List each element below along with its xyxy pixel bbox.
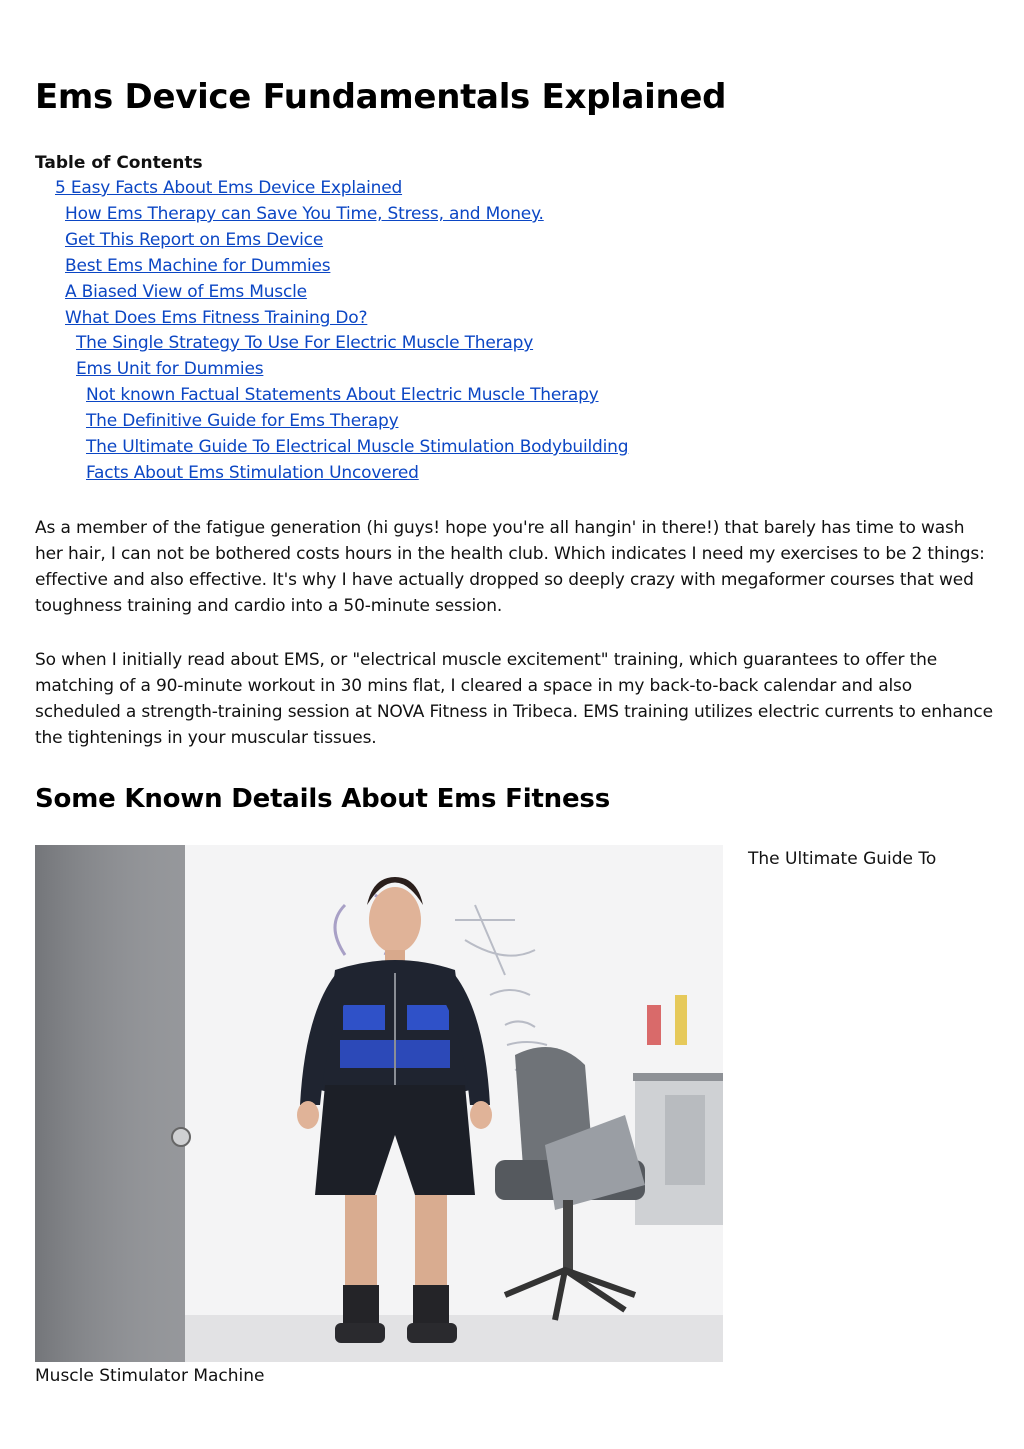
toc-link[interactable]: Facts About Ems Stimulation Uncovered (86, 463, 419, 483)
toc-heading: Table of Contents (35, 153, 203, 173)
toc-link[interactable]: Get This Report on Ems Device (65, 230, 324, 250)
toc-link[interactable]: Not known Factual Statements About Electric Muscle Therapy (86, 385, 599, 405)
paragraph-intro: As a member of the fatigue generation (hi guys! hope you're all hangin' in there!) that barely has time to wash her hair, I can not be bothered costs hours in the health club. Which indicates I need my exercises to be 2 things: effective and also effective. It's why I have actually dropped so deeply crazy with megaformer courses that wed toughness training and cardio into a 50-minute session. (35, 518, 985, 616)
toc-link[interactable]: 5 Easy Facts About Ems Device Explained (55, 178, 403, 198)
paragraph-ems: So when I initially read about EMS, or "electrical muscle excitement" training, which guarantees to offer the matching of a 90-minute workout in 30 mins flat, I cleared a space in my back-to-back calendar and also scheduled a strength-training session at NOVA Fitness in Tribeca. EMS training utilizes electric currents to enhance the tightenings in your muscular tissues. (35, 650, 993, 748)
page-title: Ems Device Fundamentals Explained (35, 77, 727, 117)
toc-link[interactable]: A Biased View of Ems Muscle (65, 282, 307, 302)
photo-caption: Muscle Stimulator Machine (35, 1366, 265, 1386)
toc-link[interactable]: Best Ems Machine for Dummies (65, 256, 331, 276)
section-heading: Some Known Details About Ems Fitness (35, 784, 610, 814)
photo-illustration (35, 845, 723, 1362)
toc-link[interactable]: The Single Strategy To Use For Electric Muscle Therapy (76, 333, 534, 353)
toc-link[interactable]: Ems Unit for Dummies (76, 359, 264, 379)
toc-link[interactable]: How Ems Therapy can Save You Time, Stress, and Money. (65, 204, 544, 224)
side-text: The Ultimate Guide To (748, 849, 937, 869)
toc-link[interactable]: The Ultimate Guide To Electrical Muscle Stimulation Bodybuilding (86, 437, 629, 457)
toc-link[interactable]: What Does Ems Fitness Training Do? (65, 308, 368, 328)
toc-link[interactable]: The Definitive Guide for Ems Therapy (86, 411, 399, 431)
ems-suit-photo (35, 845, 723, 1362)
